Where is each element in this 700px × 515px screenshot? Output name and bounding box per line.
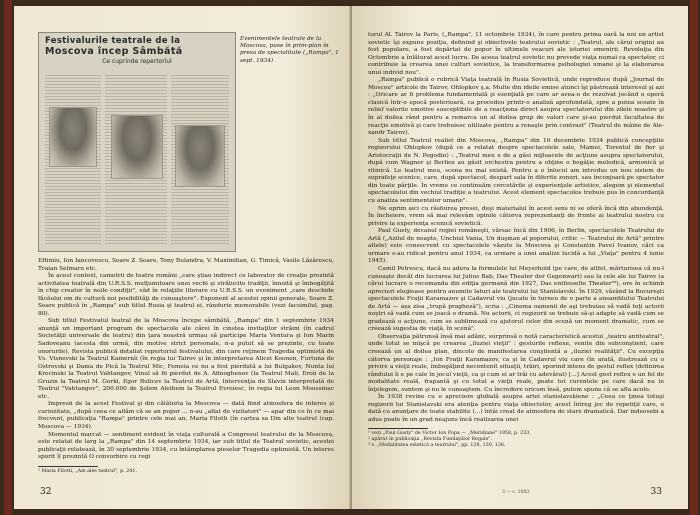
paragraph: Sub titlul Teatrul realist din Moscova, „Rampa" din 10 decembrie 1934 publică concepţiile regizorului Ohlopkov (după ce a relatat despre spectacolele sale, Mamei, Torentul de fier şi Aristocraţii de N. Pogodin) : „Teatrul meu e de a găsi mijloacele de acţiune asupra spectatorului, după cum Wagner şi Berlioz au găsit orchestra pentru a obţine o bogăţie melodică, armonică şi ritmică. Le teatrul meu, scena nu mai există. Pentru a o înlocui am introdus un nou sistem de suprafeţe scenice, care, după spectacol, despart sala în diferite zonuri, sau înconjoară pe spectator din toate părţile. În vreme ce continuăm cercetările şi experienţele artistice, alegem şi elementul spectacolului din vechiul tradiţie a teatrului. Acest element spectacolos trebuie pus în concordanţă cu analiza sentimentelor umane". [368,137,664,205]
paragraph: Eftimiu, Ion Iancovescu, Soare Z. Soare, Tony Bulandra, V. Maximilian, G. Timică, Vasile Lăzărescu, Traian Selmaru etc. [38,258,334,272]
facsimile-portrait [49,107,97,167]
footnote-rule [368,428,428,429]
page-number: 33 [650,487,662,497]
paragraph: Paul Gusty, decanul regiei româneşti, vărsac încă din 1906, în Berlin, spectacolele Teatrului de Artă („Azilul de noapte, Unchiul Vania, Un duşman al poporului, critic — Teatrului de Artă" printre altele) este consecvent cu spectacolele văzute la Moscova şi Constantin Pavel Ivanov, căci ca urmare s-au ridicat pentru anul 1934, ca urmare a unei analize lucidă a lui „Viaţa" pentru 4 iunie 1945). [368,228,664,265]
paragraph: Ne oprim aici cu răsfoirea presei, deşi materialul în acest sens ni se oferă încă din abundenţă. În încheiere, vrem să mai relevăm opinile câtorva reprezentanţi de frunte ai teatrului nostru cu privire la experienţa scenică sovietică. [368,205,664,227]
facsimile-columns [45,75,229,245]
right-page [352,6,688,509]
right-page-body [368,32,664,449]
page-number: 32 [40,487,52,497]
facsimile-headline-line1: Festivalurile teatrale de la [45,36,181,46]
footnote: ¹ Maria Filotti, „Am ales teatrul", p. 241. [38,468,137,474]
paragraph: „Rampa" publică o rubrică Viaţa teatrală în Rusia Sovietică, unde reproduce după „Journal de Moscou" articole de Tairov, Ohlopkov ş.a. Multe din ideile emise atunci îşi păstrează interesul şi azi : „Oricare ar fi problema fundamentală şi esenţială pe care ar avea-o de rezolvat jocând o operă clasică într-o epocă posterioară, ca procedeu printr-o analiză aprofundată, spre a putea scoate în relief valorile emotive susceptibile de a reacţiona direct asupra spectatorului din zilele noastre şi în al doilea rând pentru a remarca un al doilea grup de valori care şi-au pierdut facultatea de reacţie emotivă şi care trebuiesc utilizate pentru a renaşte prin contrast" (Teatrul de mâine de Alexandr Tairov). [368,77,664,137]
printer-signature: 3 — c. 1083 [502,490,530,495]
paragraph: Sub titlul Festivalul teatral de la Moscova începe sâmbătă, „Rampa" din 1 septembrie 1934 anunţă un important program de spectacole ale cărei în cinstea invitaţilor străini (în cadrul Societăţii universale de teatru) din ţara noastră urmau să participe Maria Ventura şi Ion Marin Sadoveanu (acesta din urmă, din motive strict personale, n-a putut să se prezinte, cu toate onorurile), Revista publică detaliat repertoriul festivalului, din care reţinem Tragedia optimistă de Vs. Visnevski la Teatrul Kamernîi (în regia lui Tairov şi în interpretarea Alicei Koonen, Furtuna de Ostrovski şi Dama de Pică la Teatrul Mic, Femeia ce nu a fost pierdută a lui Bulgakov, Nunta lui Krecinski la Teatrul Vahtangov, Vinul să fii pierdut de A. Afinoghenov (la Teatrul Mali, Eroii de la Gruzin la Teatrul M. Gorki, Egor Bulicev la Teatrul de Artă, Intervenţia de Slavin interpretată de Teatrul "Vahtangov", 200.000 de Şolem Aleihem la Teatrul Evreiesc, în regia lui Leon Moussinac etc. [38,318,334,400]
paragraph: Observaţia pătrunsă însă mai adânc, surprinsă o notă caracteristică acestui „teatru antiteatral", unde totul se mişcă pe crearea „iluziei vieţii" : gesturile reflexe, venite din subconştient, care creează un al doilea plan, dincolo de manifestarea conştientă a „iluziei realităţii". Cu excepţia câtorva personaje : „Ion Fraţii Karamazov, ca şi în Cadavrul viu care (în arată, ilustrează cu o privire a vieţii reale, îmbogăţind necontenit situaţii, trăiri, sporind intens de gestul reflex (definirea rândului îi e pe cale în jocul vieţii, ca şi cum ei ar trăi cu adevărat) [...] Acest gest reflex e un fel de modalitate reală, frapantă şi cu totul a vieţii reale, poate tot curentele pe care dacă nu le înţelegem, suntem şi nu le cunoaştem. Cu încredere oricum însă, putem spune că se afla acolo. [368,333,664,393]
footnote-rule [38,466,98,467]
facsimile-portrait [111,115,163,179]
footnote: ¹ vezi „Paul Gusty" de Victor Ion Popa — „Meridiane" 1958, p. 233. [368,431,531,437]
left-page-body [38,258,334,475]
footnote: ² apărut în publicaţia „Revista Fundaţiilor Regale". [368,437,493,443]
facsimile-portrait [175,125,225,187]
facsimile-headline-line2: Moscova încep Sâmbătă [45,46,183,57]
paragraph: Impresii de la acest Festival şi din călătoria la Moscova — dată fiind atmosfera de interes şi curiozitate, „după ceea ce aflăm că se an popor ... n-au „aflat de vizitatori" — apar din ce în ce mai frecvent, publicaţia "Rampa" printre cele mai an, Maria Filotti (în cartea sa Din alte teatrul (cap. Moscova — 1934). [38,401,334,431]
left-page [14,6,352,509]
book-cover-edge-left [4,0,12,515]
facsimile-subhead: Ce cuprinde repertoriul [102,58,172,65]
book-cover-edge-right [690,0,698,515]
figure-caption: Evenimentele teatrale de la Moscova, puse în prim-plan în presa de specialitate („Rampa", 1 sept. 1934) [240,36,339,64]
newspaper-facsimile [38,32,236,252]
paragraph: torul Al. Tairov la Paris, („Rampa", 11 octombrie 1934), în care pentru prima oară la noi un artist sovietic îşi expune poziţia, definind şi obiectivele teatrului sovietic : „Teatrul, ale cărui origini au fost populare, a fost depărtat de popor în ultimele veacuri ale istoriei omenirii. Revoluţia din Octombrie a înlăturat acest lucru. De aceea teatrul sovietic nu prevede viaţa numai ca spectator, ci contribuie la crearea unei culturi sovietice, la transformarea psihologiei umane şi la elaborarea unui individ nou". [368,32,664,76]
paragraph: În 1938 revine cu o apreciere globală asupra artei stanislavskiene : „Ceea ce ţinea totuşi regizorii lui Stanislavski era atenţia pentru viaţa obiectelor, acest întreg joc de repetiţii care, o dată cu anunţare de toate stabilite (...) întâi creat de atmosfera de stare dramatică. Dar indeosebi a adus poate în un grad neajuns încă realizarea unei [368,394,664,423]
footnote: ³ v. „Modalitatea estetică a teatrului", pp. 128, 130, 136. [368,443,506,449]
paragraph: Momentul marcat — sentiment evident în viaţa culturală a Congresul teatrului de la Moscova, este relatat de larg la „Rampa" din 14 septembrie 1934, iar sub titlul de Teatrul sovietic, acestei publicaţii relatează, în 30 septembrie 1934, cu întâmplarea pieselor Tragedia optimistă. Un interes sporit îl prezintă O convorbire cu regi [38,431,334,461]
paragraph: În acest context, cametrii de teatru români „care ştiau indirect ce laborator de creaţie prezintă activitatea teatrală din U.R.S.S. mulţumitoare unei vechi şi strălucite tradiţii, înnoită şi îmbogăţită în chip creator în noile condiţii", văd în relaţiile literare cu U.R.S.S. un eveniment „care deschide făcăului om de cultură noi posibilităţi de cunoaştere". Exponent al acestei opinii generale, Soare Z. Soare publică în „Rampa" sub titlul Rusia şi teatrul ei, rândurie memorabile (vezi facsimilul, pag. 80). [38,273,334,317]
paragraph: Camil Petrescu, dacă nu adera la formulele lui Meyerhold (pe care, de altfel, mărturisea că nu-l cunoaşte decât din lucrarea lui Julius Bab, Das Theater der Gegenwart) sau la cele ale lui Tairov (a cărui lucrare o recomanda din ediţia germană din 1927, Das entfesselte Theater²⁶), ore în schimb aprecieri elogioase pentru anumite laturi ale teatrului lui Stanislavski. În 1929, văzând la Bucureşti spectacolele Fraţii Karamazov şi Cadavrul viu (jucate în turneu de o parte a ansamblului Teatrului de Artă — așa zisa „trupă pragheză"), scria : „Cinema oamenii de aşi trebuiau să vadă toţi actorii noştri să vadă cum se joacă o dramă. Nu actorii, ci regizorii se trebuie să-şi adapte să vadă cum se gradează o acţiune, cum se sublimează cu ajutorul celor din scenă un moment dramatic, cum se creează sugestia de viaţă, în scenă". [368,265,664,333]
facsimile-headline [45,36,229,65]
